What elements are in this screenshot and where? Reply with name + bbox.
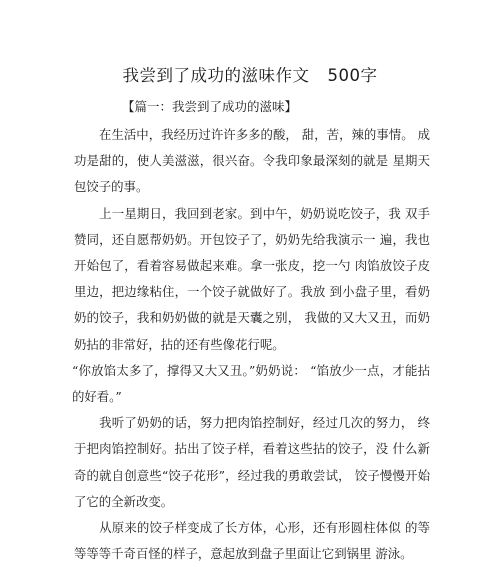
section-heading: 【篇一：我尝到了成功的滋味】 xyxy=(122,99,298,114)
paragraph: 上一星期日，我回到老家。到中午，奶奶说吃饺子，我 双手赞同，还自愿帮奶奶。开包饺子了，奶奶先给我演示一 遍，我也开始包了，看着容易做起来难。拿一张皮，挖一勺 肉馅放饺子皮里边，把边缘粘住，一个饺子就做好了。我放 到小盘子里，看奶奶的饺子，我和奶奶做的就是天囊之别， 我做的又大又丑，而奶奶拈的非常好，拈的还有些像花行呢。 xyxy=(74,205,430,352)
title-text: 我尝到了成功的滋味作文 xyxy=(122,66,310,85)
paragraph: 在生活中，我经历过许许多多的酸， 甜，苦，辣的事情。 成功是甜的，使人美滋滋，很兴奋。令我印象最深刻的就是 星期天包饺子的事。 xyxy=(74,127,430,195)
paragraph: 从原来的饺子样变成了长方体，心形，还有形圆柱体似 的等等等等千奇百怪的样子，意起放到盘子里面让它到锅里 游泳。 xyxy=(74,520,430,562)
paragraph: “你放馅太多了，撑得又大又丑。”奶奶说： “馅放少一点，才能拈的好看。” xyxy=(72,362,430,405)
document-title xyxy=(0,62,500,86)
document-body xyxy=(74,122,430,567)
title-number: 500字 xyxy=(327,66,378,85)
paragraph: 我听了奶奶的话，努力把肉馅控制好，经过几次的努力， 终于把肉馅控制好。拈出了饺子样，看着这些拈的饺子，没 什么新奇的就自创意些“饺子花形”，经过我的勇敢尝试， 饺子慢慢开始了它的全新改变。 xyxy=(74,415,430,509)
